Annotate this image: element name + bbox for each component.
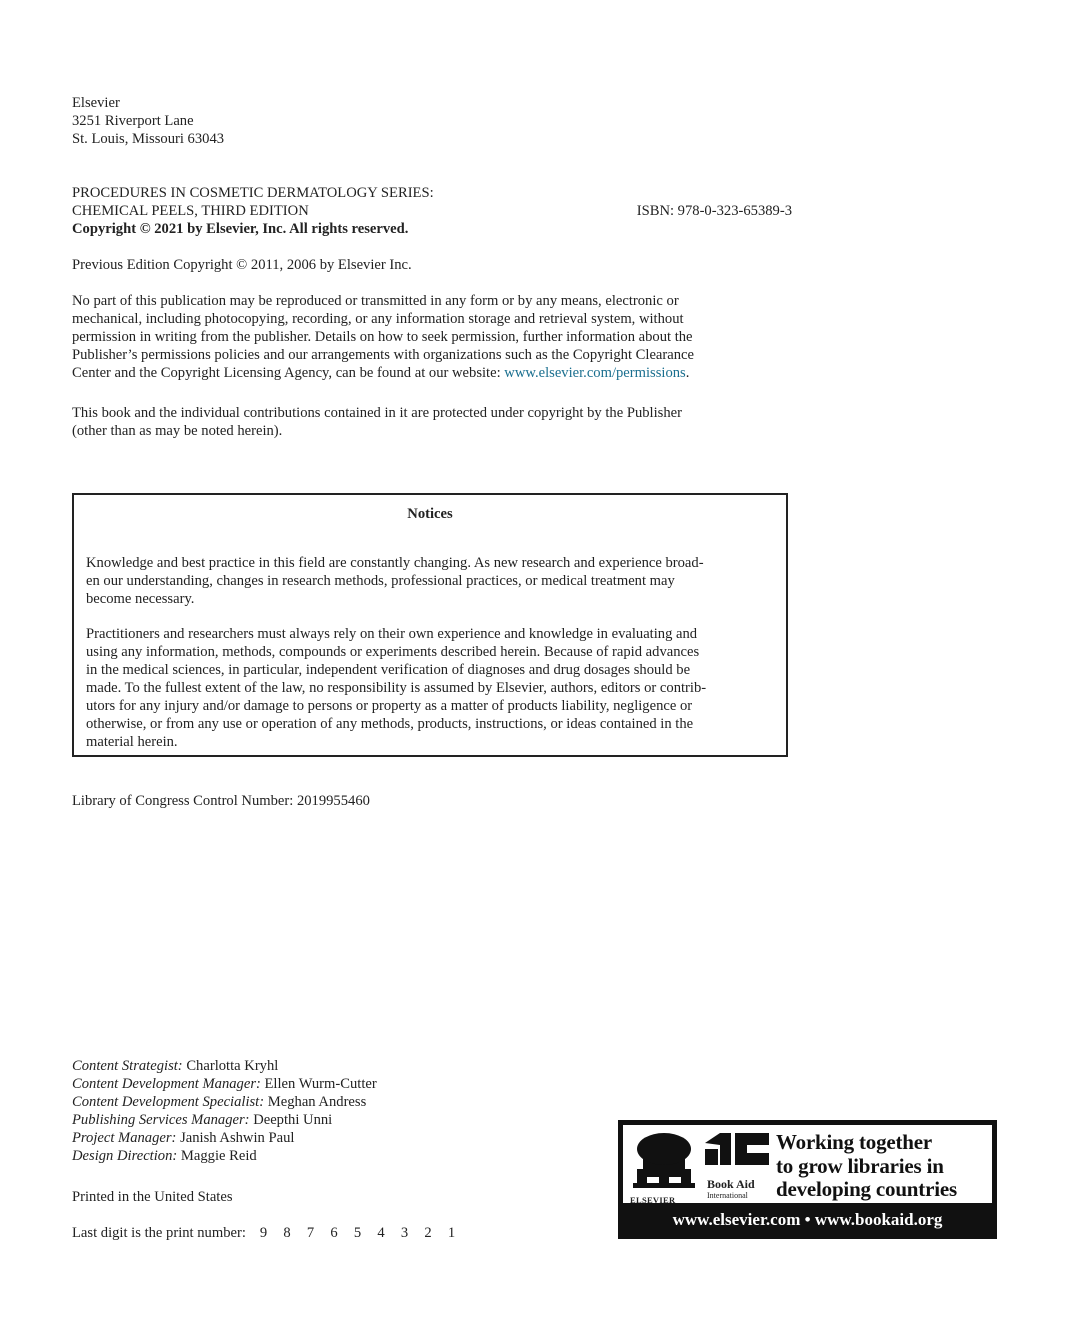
book-aid-badge <box>618 1120 997 1239</box>
notices-line: otherwise, or from any use or operation of any methods, products, instructions, or ideas contained in the <box>86 716 694 732</box>
publisher-city: St. Louis, Missouri 63043 <box>72 131 225 147</box>
credit-name: Deepthi Unni <box>253 1112 333 1128</box>
publisher-name: Elsevier <box>72 95 120 111</box>
notices-line: made. To the fullest extent of the law, no responsibility is assumed by Elsevier, authors, editors or contrib- <box>86 680 707 696</box>
protection-line: (other than as may be noted herein). <box>72 423 283 439</box>
bookaid-name: Book Aid <box>707 1177 755 1191</box>
elsevier-logo-text: ELSEVIER <box>630 1195 676 1205</box>
publisher-address <box>72 94 792 148</box>
notices-title: Notices <box>407 506 453 522</box>
print-digit: 7 <box>306 1225 315 1241</box>
notices-line: utors for any injury and/or damage to persons or property as a matter of products liability, negligence or <box>86 698 693 714</box>
badge-slogan-line: Working together <box>776 1130 933 1154</box>
badge-url[interactable]: www.elsevier.com • www.bookaid.org <box>672 1210 943 1229</box>
credit-role: Content Development Specialist: <box>72 1094 265 1110</box>
elsevier-tree-icon <box>633 1133 695 1188</box>
previous-edition-text: Previous Edition Copyright © 2011, 2006 by Elsevier Inc. <box>72 257 412 273</box>
title-block <box>72 184 792 238</box>
badge-slogan <box>776 1131 957 1202</box>
notices-line: Practitioners and researchers must always rely on their own experience and knowledge in evaluating and <box>86 626 698 642</box>
credit-line <box>72 1093 792 1111</box>
credit-role: Publishing Services Manager: <box>72 1112 250 1128</box>
previous-edition <box>72 256 792 274</box>
lccn <box>72 792 792 810</box>
credit-name: Meghan Andress <box>267 1094 367 1110</box>
print-digit: 5 <box>353 1225 362 1241</box>
notices-line: material herein. <box>86 734 178 750</box>
credit-line <box>72 1057 792 1075</box>
notices-line: become necessary. <box>86 591 195 607</box>
permissions-line: mechanical, including photocopying, recording, or any information storage and retrieval system, without <box>72 311 684 327</box>
permissions-last-prefix: Center and the Copyright Licensing Agency, can be found at our website: <box>72 365 505 381</box>
credit-name: Ellen Wurm-Cutter <box>264 1076 377 1092</box>
publisher-street: 3251 Riverport Lane <box>72 113 194 129</box>
credit-name: Maggie Reid <box>180 1148 257 1164</box>
permissions-last-suffix: . <box>685 365 690 381</box>
print-digit: 3 <box>400 1225 409 1241</box>
notices-paragraph-1 <box>86 554 776 608</box>
credit-role: Content Strategist: <box>72 1058 183 1074</box>
protection-line: This book and the individual contributions contained in it are protected under copyright by the Publisher <box>72 405 682 421</box>
badge-slogan-line: developing countries <box>776 1177 957 1201</box>
printed-in-text: Printed in the United States <box>72 1189 233 1205</box>
credit-role: Design Direction: <box>72 1148 178 1164</box>
permissions-line: permission in writing from the publisher. Details on how to seek permission, further information about the <box>72 329 693 345</box>
print-digit: 1 <box>447 1225 456 1241</box>
series-name: PROCEDURES IN COSMETIC DERMATOLOGY SERIES: <box>72 185 434 201</box>
notices-line: Knowledge and best practice in this field are constantly changing. As new research and experience broad- <box>86 555 704 571</box>
notices-line: en our understanding, changes in research methods, professional practices, or medical treatment may <box>86 573 675 589</box>
permissions-last-line <box>72 364 792 382</box>
permissions-line: Publisher’s permissions policies and our arrangements with organizations such as the Copyright Clearance <box>72 347 694 363</box>
print-number-label: Last digit is the print number: <box>72 1225 246 1241</box>
badge-panel <box>623 1125 992 1203</box>
copyright-line: Copyright © 2021 by Elsevier, Inc. All rights reserved. <box>72 221 409 237</box>
protection-paragraph <box>72 404 792 440</box>
notices-box <box>72 493 788 757</box>
permissions-line: No part of this publication may be reproduced or transmitted in any form or by any means, electronic or <box>72 293 679 309</box>
print-number-digits <box>260 1225 472 1241</box>
print-digit: 8 <box>283 1225 291 1241</box>
isbn: ISBN: 978-0-323-65389-3 <box>636 203 792 219</box>
lccn-text: Library of Congress Control Number: 2019955460 <box>72 793 370 809</box>
credit-name: Janish Ashwin Paul <box>180 1130 295 1146</box>
permissions-paragraph <box>72 292 792 382</box>
badge-slogan-line: to grow libraries in <box>776 1153 944 1178</box>
print-digit: 6 <box>330 1225 338 1241</box>
bookaid-sub: International <box>707 1191 748 1200</box>
credit-role: Content Development Manager: <box>72 1076 261 1092</box>
credit-role: Project Manager: <box>72 1130 177 1146</box>
credit-name: Charlotta Kryhl <box>186 1058 279 1074</box>
credit-line <box>72 1075 792 1093</box>
print-digit: 9 <box>259 1225 268 1241</box>
notices-paragraph-2 <box>86 625 776 751</box>
print-digit: 4 <box>377 1225 385 1241</box>
permissions-link[interactable]: www.elsevier.com/permissions <box>504 365 686 381</box>
notices-line: in the medical sciences, in particular, independent verification of diagnoses and drug dosages should be <box>86 662 691 678</box>
print-digit: 2 <box>424 1225 432 1241</box>
book-title: CHEMICAL PEELS, THIRD EDITION <box>72 203 309 219</box>
notices-line: using any information, methods, compounds or experiments described herein. Because of rapid advances <box>86 644 700 660</box>
book-aid-logo-icon <box>705 1133 769 1165</box>
bookaid-logo-text <box>707 1179 755 1201</box>
